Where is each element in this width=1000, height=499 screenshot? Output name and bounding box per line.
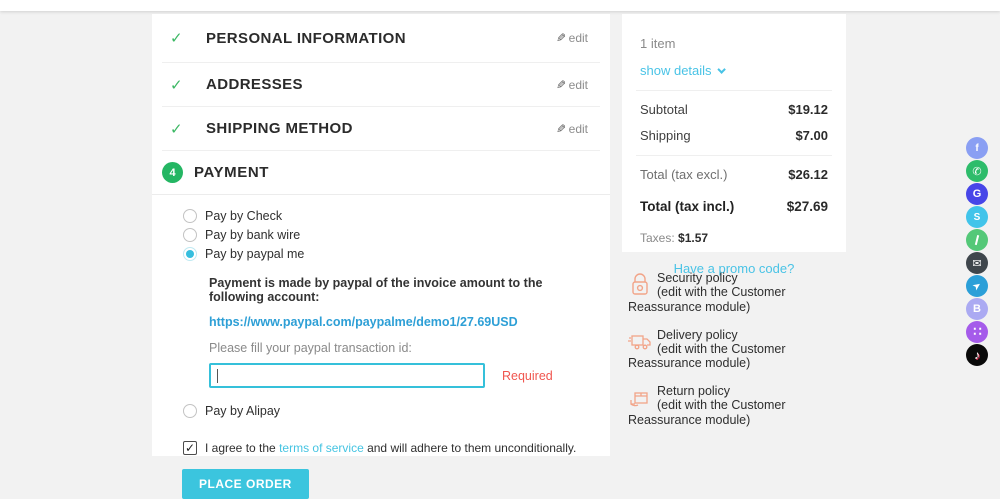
whatsapp-icon[interactable]: ✆ (966, 160, 988, 182)
taxes-value: $1.57 (678, 231, 709, 245)
promo-code-link[interactable]: Have a promo code? (673, 261, 795, 276)
text-caret (217, 369, 218, 383)
step-shipping-method (152, 107, 610, 150)
step-title: PAYMENT (194, 164, 270, 181)
transaction-id-label: Please fill your paypal transaction id: (209, 341, 412, 355)
truck-icon (628, 328, 652, 354)
required-label: Required (502, 368, 553, 383)
step-number-badge: 4 (162, 162, 183, 183)
payment-option-check[interactable] (183, 206, 610, 225)
facebook-icon[interactable]: f (966, 137, 988, 159)
payment-option-label: Pay by paypal me (205, 246, 305, 261)
payment-options (152, 195, 610, 499)
edit-addresses-link[interactable]: ✎ edit (555, 77, 588, 92)
payment-option-alipay[interactable] (183, 401, 610, 420)
email-icon[interactable]: ✉ (966, 252, 988, 274)
tiktok-icon[interactable]: ♪ (966, 344, 988, 366)
edit-personal-information-link[interactable]: ✎ edit (555, 31, 588, 45)
payment-option-label: Pay by bank wire (205, 227, 301, 242)
edit-shipping-method-link[interactable]: ✎ edit (555, 121, 588, 136)
radio-icon[interactable] (183, 404, 197, 418)
policy-title: Return policy (657, 384, 730, 398)
subtotal-value: $19.12 (788, 102, 828, 117)
telegram-icon[interactable]: ➤ (966, 275, 988, 297)
cart-summary-panel (622, 14, 846, 276)
shipping-value: $7.00 (795, 128, 828, 143)
transaction-id-input[interactable] (209, 363, 485, 388)
radio-icon[interactable] (183, 209, 197, 223)
subtotal-row (640, 102, 828, 117)
paypal-info-text: Payment is made by paypal of the invoice amount to the following account: (209, 276, 543, 304)
policy-text: (edit with the Customer Reassurance module) (628, 398, 786, 427)
taxes-row: Taxes: $1.57 (640, 231, 709, 245)
total-incl-value: $27.69 (786, 199, 828, 214)
step-personal-information (152, 14, 610, 62)
line-icon[interactable] (966, 229, 988, 251)
payment-option-paypal-me[interactable] (183, 244, 610, 263)
payment-option-bank-wire[interactable] (183, 225, 610, 244)
terms-of-service-link[interactable]: terms of service (279, 441, 364, 455)
skype-icon[interactable]: S (966, 206, 988, 228)
step-title: ADDRESSES (206, 76, 303, 93)
return-box-icon (628, 384, 652, 410)
header-strip (0, 0, 1000, 11)
total-tax-excl-row (640, 167, 828, 182)
terms-text: I agree to the terms of service and will adhere to them unconditionally. (205, 441, 577, 455)
total-excl-value: $26.12 (788, 167, 828, 182)
delivery-policy-item (628, 328, 830, 372)
security-policy-item (628, 271, 830, 315)
google-icon[interactable]: G (966, 183, 988, 205)
total-tax-incl-row (640, 199, 828, 214)
policy-text: (edit with the Customer Reassurance module) (628, 285, 786, 314)
pencil-icon: ✎ (555, 77, 566, 92)
total-excl-label: Total (tax excl.) (640, 167, 728, 182)
radio-checked-icon[interactable] (183, 247, 197, 261)
policy-text: (edit with the Customer Reassurance module) (628, 341, 786, 371)
policy-title: Security policy (657, 271, 738, 285)
return-policy-item (628, 384, 830, 428)
terms-checkbox[interactable]: ✓ (184, 441, 196, 455)
step-complete-check-icon: ✓ (170, 76, 183, 94)
policy-title: Delivery policy (657, 327, 738, 342)
radio-icon[interactable] (183, 228, 197, 242)
place-order-button[interactable]: PLACE ORDER (182, 469, 309, 499)
behance-icon[interactable]: B (966, 298, 988, 320)
step-title: PERSONAL INFORMATION (206, 29, 406, 47)
lock-icon (628, 271, 652, 297)
checkout-steps-panel (152, 14, 610, 491)
shipping-label: Shipping (640, 128, 691, 143)
pencil-icon: ✎ (555, 31, 566, 45)
step-title: SHIPPING METHOD (206, 120, 353, 137)
paypal-account-link[interactable]: https://www.paypal.com/paypalme/demo1/27.69USD (209, 315, 518, 329)
social-share-bar (966, 137, 989, 366)
divider (636, 155, 832, 156)
divider (636, 90, 832, 91)
cart-items-count: 1 item (640, 36, 676, 51)
payment-option-label: Pay by Alipay (205, 403, 281, 418)
total-incl-label: Total (tax incl.) (640, 199, 735, 214)
transaction-id-row (209, 363, 564, 388)
subtotal-label: Subtotal (640, 102, 688, 117)
chevron-down-icon (717, 65, 725, 73)
shipping-row (640, 128, 828, 143)
terms-agreement-row (183, 441, 610, 455)
step-payment (152, 151, 610, 194)
step-complete-check-icon: ✓ (170, 30, 183, 47)
step-addresses (152, 63, 610, 106)
paypal-payment-detail (209, 276, 564, 388)
step-complete-check-icon: ✓ (170, 120, 183, 138)
reassurance-policies (628, 271, 830, 441)
pencil-icon: ✎ (555, 121, 566, 136)
show-details-link[interactable]: show details (640, 63, 828, 78)
qr-code-icon[interactable]: ∷ (966, 321, 988, 343)
payment-option-label: Pay by Check (205, 208, 283, 223)
